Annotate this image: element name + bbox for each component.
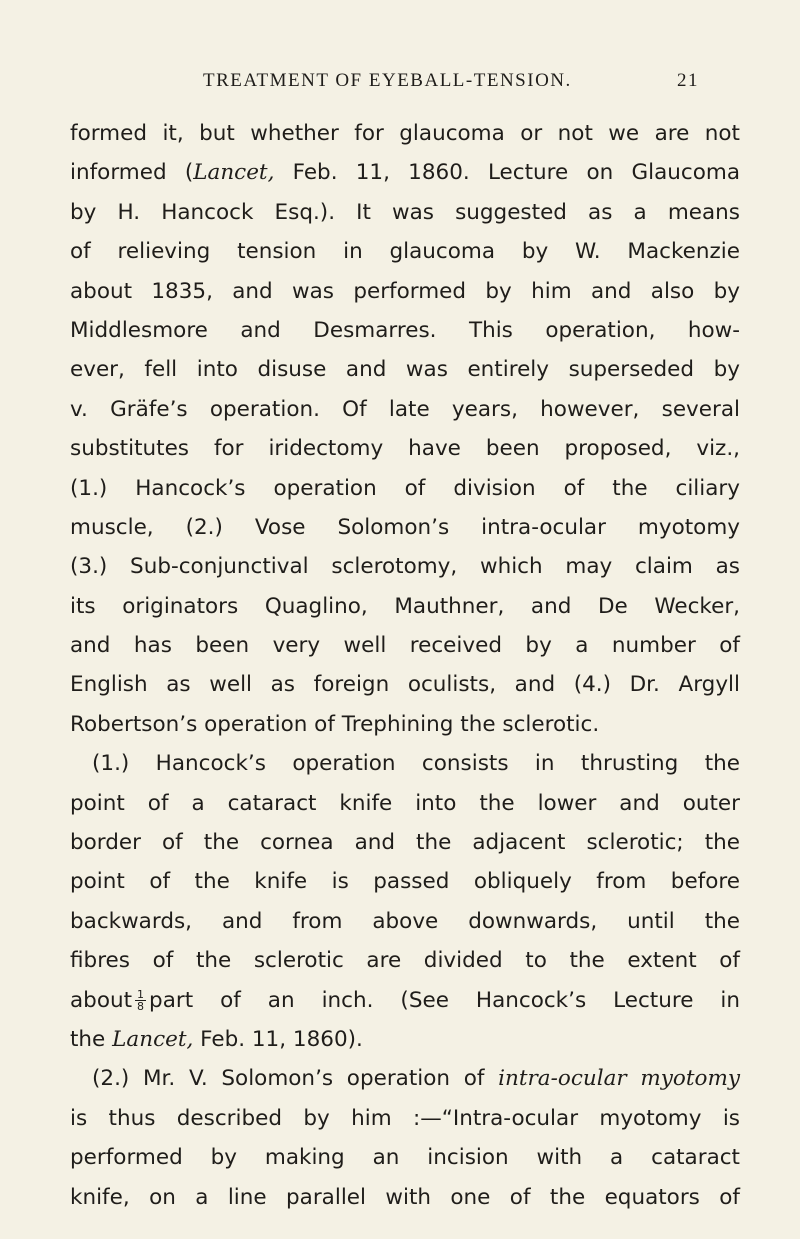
text-line [70, 1059, 740, 1098]
body-text [70, 114, 740, 1217]
running-head [0, 70, 800, 100]
text-line: and has been very well received by a number of [70, 633, 740, 659]
text-line: (3.) Sub-conjunctival sclerotomy, which may claim as [70, 554, 740, 580]
running-title: TREATMENT OF EYEBALL-TENSION. [203, 70, 572, 91]
text-line [70, 1020, 740, 1059]
text-line: border of the cornea and the adjacent sclerotic; the [70, 830, 740, 856]
text-span: part of an inch. (See Hancock’s Lecture in [149, 987, 740, 1013]
text-span: the [70, 1026, 113, 1052]
text-line: fibres of the sclerotic are divided to the extent of [70, 948, 740, 974]
text-span: informed ( [70, 160, 194, 186]
text-line: substitutes for iridectomy have been proposed, viz., [70, 436, 740, 462]
fraction-denominator: 8 [137, 1000, 145, 1014]
italic-citation: Lancet, [193, 160, 275, 186]
text-span: Feb. 11, 1860). [193, 1026, 363, 1052]
text-line: English as well as foreign oculists, and (4.) Dr. Argyll [70, 672, 740, 698]
text-line: about 1835, and was performed by him and also by [70, 278, 740, 304]
italic-citation: Lancet, [112, 1026, 194, 1052]
text-span: about [70, 987, 133, 1013]
text-line: by H. Hancock Esq.). It was suggested as a means [70, 199, 740, 225]
text-line: (1.) Hancock’s operation of division of the ciliary [70, 475, 740, 501]
text-line: (1.) Hancock’s operation consists in thrusting the [92, 751, 740, 777]
text-span: Feb. 11, 1860. Lecture on Glaucoma [274, 160, 740, 186]
text-line: ever, fell into disuse and was entirely superseded by [70, 357, 740, 383]
text-line: Robertson’s operation of Trephining the sclerotic. [70, 711, 600, 737]
text-line: v. Gräfe’s operation. Of late years, however, several [70, 396, 740, 422]
text-line: performed by making an incision with a cataract [70, 1145, 740, 1171]
text-line: point of a cataract knife into the lower and outer [70, 790, 740, 816]
text-line: muscle, (2.) Vose Solomon’s intra-ocular myotomy [70, 514, 740, 540]
text-line: is thus described by him :—“Intra-ocular myotomy is [70, 1105, 740, 1131]
text-line: Middlesmore and Desmarres. This operation, how- [70, 317, 740, 343]
text-line: of relieving tension in glaucoma by W. Mackenzie [70, 239, 740, 265]
fraction [135, 989, 146, 1012]
text-line: point of the knife is passed obliquely from before [70, 869, 740, 895]
text-line [70, 153, 740, 192]
fraction-numerator: 1 [137, 988, 145, 1002]
text-line [70, 981, 740, 1020]
text-line: formed it, but whether for glaucoma or not we are not [70, 121, 740, 146]
page-number: 21 [677, 70, 699, 91]
text-line: backwards, and from above downwards, until the [70, 908, 740, 934]
text-line: knife, on a line parallel with one of the equators of [70, 1184, 740, 1210]
italic-term: intra-ocular myotomy [498, 1066, 740, 1092]
text-line: its originators Quaglino, Mauthner, and De Wecker, [70, 593, 740, 619]
text-span: (2.) Mr. V. Solomon’s operation of [92, 1066, 499, 1092]
